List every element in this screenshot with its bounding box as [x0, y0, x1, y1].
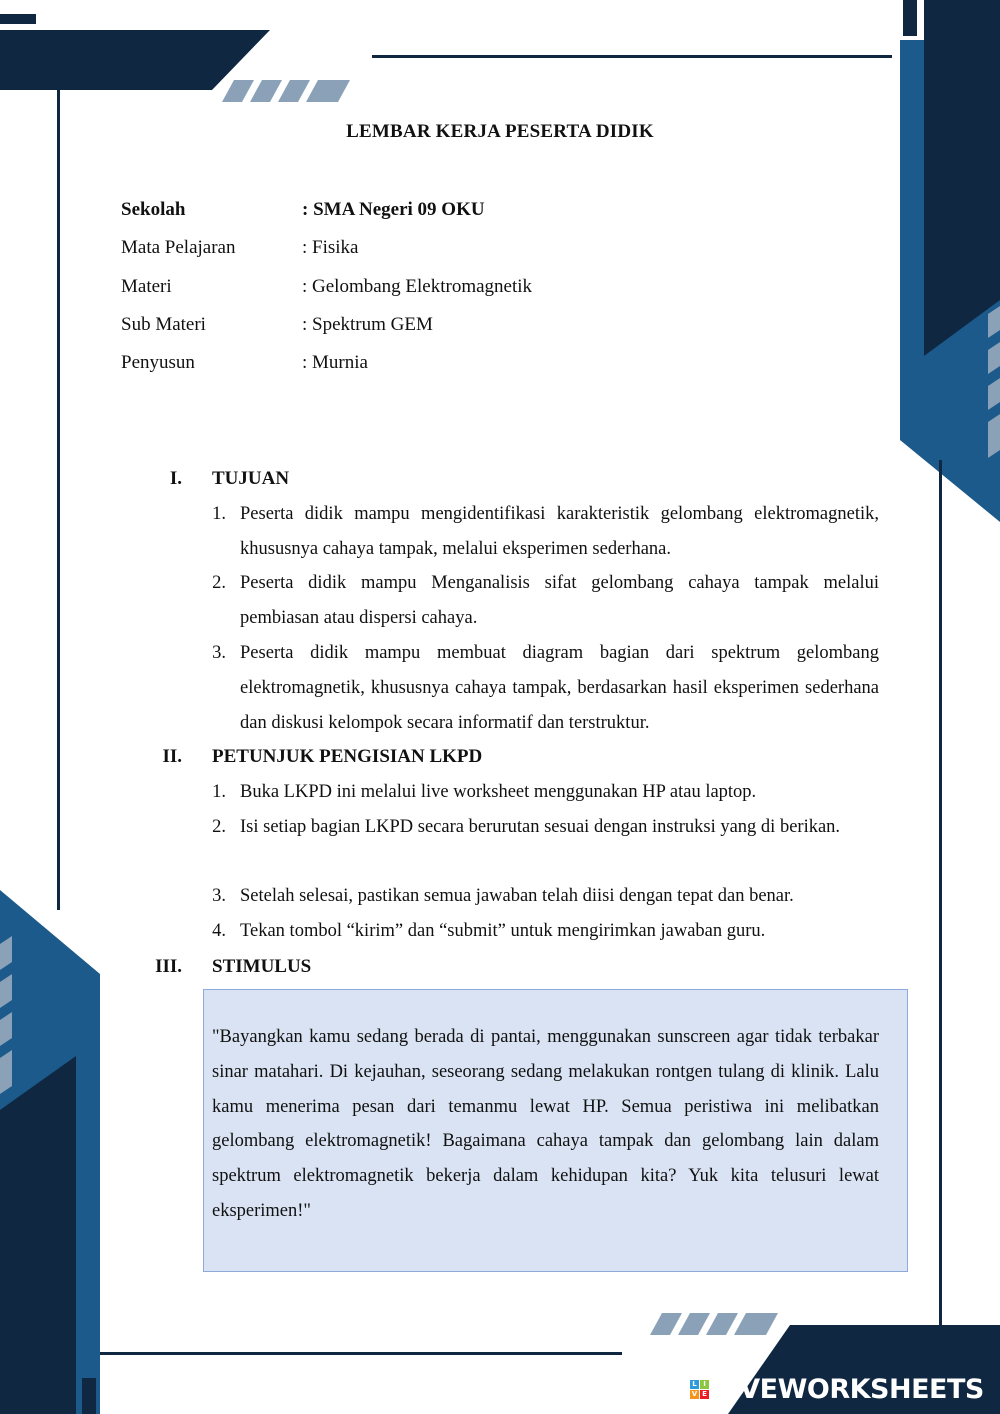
list-item-text: Isi setiap bagian LKPD secara berurutan sesuai dengan instruksi yang di berikan.	[240, 817, 841, 837]
logo-mark-letter: E	[700, 1390, 709, 1399]
bottom-left-small-bar	[82, 1378, 96, 1414]
bottom-frame-line	[100, 1352, 622, 1355]
stimulus-text: "Bayangkan kamu sedang berada di pantai, menggunakan sunscreen agar tidak terbakar sinar matahari. Di kejauhan, seseorang sedang melakukan rontgen tulang di klinik. Lalu kamu menerima pesan dari temanmu lewat HP. Semua peristiwa ini melibatkan gelombang elektromagnetik! Bagaimana cahaya tampak dan gelombang lain dalam spektrum elektromagnetik bekerja dalam kehidupan kita? Yuk kita telusuri lewat eksperimen!"	[212, 1027, 879, 1221]
top-left-small-bar	[0, 14, 36, 24]
list-item	[204, 775, 879, 810]
list-item-number: 2.	[212, 817, 226, 837]
logo-mark-icon	[690, 1380, 709, 1399]
info-label: Sub Materi	[121, 314, 206, 335]
section-title-stimulus: STIMULUS	[212, 956, 312, 977]
top-right-small-bar	[903, 0, 917, 36]
bottom-stripe-2	[678, 1313, 710, 1335]
list-item-number: 3.	[212, 643, 226, 663]
top-stripe-3	[278, 80, 310, 102]
list-item-number: 1.	[212, 504, 226, 524]
info-value: : Fisika	[302, 237, 359, 258]
section-number: III.	[155, 956, 182, 977]
logo-text: LIVEWORKSHEETS	[713, 1373, 984, 1405]
bottom-stripe-1	[650, 1313, 682, 1335]
liveworksheets-logo[interactable]	[690, 1372, 984, 1406]
info-value: : Gelombang Elektromagnetik	[302, 276, 533, 297]
info-label: Penyusun	[121, 352, 195, 373]
top-stripe-4	[306, 80, 350, 102]
info-value: : Spektrum GEM	[302, 314, 433, 335]
list-item-text: Buka LKPD ini melalui live worksheet menggunakan HP atau laptop.	[240, 782, 757, 802]
page-title: LEMBAR KERJA PESERTA DIDIK	[346, 121, 654, 142]
top-stripe-1	[222, 80, 254, 102]
bottom-stripe-3	[706, 1313, 738, 1335]
section-number: I.	[169, 468, 182, 489]
left-navy-band	[0, 1056, 76, 1414]
bottom-stripe-4	[734, 1313, 778, 1335]
info-value: : Murnia	[302, 352, 368, 373]
list-item-number: 2.	[212, 573, 226, 593]
list-item-number: 1.	[212, 782, 226, 802]
right-navy-band	[924, 0, 1000, 356]
list-item-text: Setelah selesai, pastikan semua jawaban telah diisi dengan tepat dan benar.	[240, 886, 794, 906]
logo-mark-letter: I	[700, 1380, 709, 1389]
left-frame-line	[57, 90, 60, 910]
logo-mark-letter: V	[691, 1389, 698, 1398]
list-item	[204, 810, 879, 845]
logo-mark-letter: L	[690, 1380, 699, 1389]
section-title-petunjuk: PETUNJUK PENGISIAN LKPD	[212, 746, 483, 767]
stimulus-box	[203, 989, 908, 1272]
right-frame-line	[939, 460, 942, 1340]
list-item-number: 3.	[212, 886, 226, 906]
info-label: Materi	[121, 276, 172, 297]
top-left-navy-band	[0, 30, 270, 90]
section-number: II.	[162, 746, 182, 767]
list-item-number: 4.	[212, 921, 226, 941]
list-item-text: Peserta didik mampu membuat diagram bagian dari spektrum gelombang elektromagnetik, khususnya cahaya tampak, berdasarkan hasil eksperimen sederhana dan diskusi kelompok secara informatif dan terstruktur.	[240, 643, 879, 733]
list-item	[204, 914, 879, 949]
list-item	[204, 879, 879, 914]
list-item	[204, 566, 879, 636]
list-item-text: Peserta didik mampu Menganalisis sifat gelombang cahaya tampak melalui pembiasan atau dispersi cahaya.	[240, 573, 879, 628]
top-frame-line	[372, 55, 892, 58]
section-title-tujuan: TUJUAN	[212, 468, 290, 489]
list-item	[204, 636, 879, 740]
info-label: Sekolah	[121, 199, 186, 220]
info-label: Mata Pelajaran	[121, 237, 236, 258]
info-value: : SMA Negeri 09 OKU	[302, 199, 485, 220]
list-item-text: Peserta didik mampu mengidentifikasi karakteristik gelombang elektromagnetik, khususnya cahaya tampak, melalui eksperimen sederhana.	[240, 504, 879, 559]
list-item-text: Tekan tombol “kirim” dan “submit” untuk mengirimkan jawaban guru.	[240, 921, 766, 941]
list-item	[204, 497, 879, 567]
top-stripe-2	[250, 80, 282, 102]
